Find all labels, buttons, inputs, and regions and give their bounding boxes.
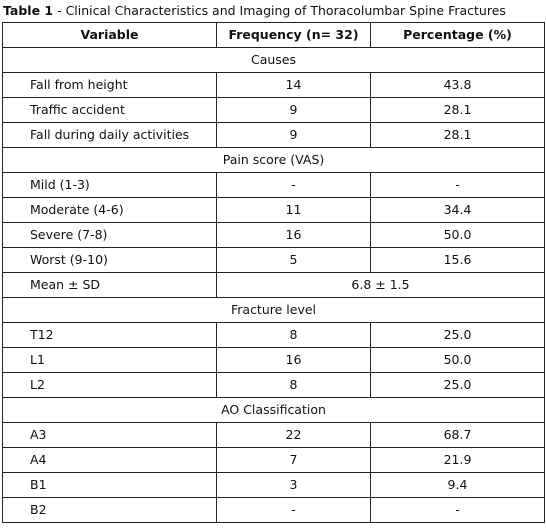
percentage-cell: 21.9 [371, 448, 545, 473]
frequency-cell: 8 [217, 373, 371, 398]
variable-cell: A3 [3, 423, 217, 448]
variable-cell: Moderate (4-6) [3, 198, 217, 223]
table-row [3, 173, 545, 198]
percentage-cell: 43.8 [371, 73, 545, 98]
variable-cell: Traffic accident [3, 98, 217, 123]
percentage-cell: 34.4 [371, 198, 545, 223]
frequency-cell: 14 [217, 73, 371, 98]
frequency-cell: 9 [217, 98, 371, 123]
characteristics-table [2, 22, 545, 523]
variable-cell: Fall from height [3, 73, 217, 98]
percentage-cell: 25.0 [371, 373, 545, 398]
table-caption-label: Table 1 [3, 3, 54, 18]
variable-cell: A4 [3, 448, 217, 473]
frequency-cell: 16 [217, 348, 371, 373]
percentage-cell: 28.1 [371, 98, 545, 123]
percentage-cell: 50.0 [371, 223, 545, 248]
section-title: Fracture level [3, 298, 545, 323]
table-row [3, 73, 545, 98]
frequency-cell: 7 [217, 448, 371, 473]
variable-cell: T12 [3, 323, 217, 348]
section-header-row [3, 148, 545, 173]
variable-cell: B1 [3, 473, 217, 498]
table-row [3, 473, 545, 498]
frequency-cell: 11 [217, 198, 371, 223]
table-row [3, 123, 545, 148]
table-row [3, 248, 545, 273]
frequency-cell: 9 [217, 123, 371, 148]
percentage-cell: 28.1 [371, 123, 545, 148]
variable-cell: L2 [3, 373, 217, 398]
section-title: AO Classification [3, 398, 545, 423]
percentage-cell: 9.4 [371, 473, 545, 498]
merged-value-cell: 6.8 ± 1.5 [217, 273, 545, 298]
header-frequency: Frequency (n= 32) [217, 23, 371, 48]
table-caption [3, 1, 546, 23]
table-row [3, 498, 545, 523]
variable-cell: Fall during daily activities [3, 123, 217, 148]
header-percentage: Percentage (%) [371, 23, 545, 48]
frequency-cell: 16 [217, 223, 371, 248]
frequency-cell: 8 [217, 323, 371, 348]
table-row [3, 448, 545, 473]
table-body [3, 48, 545, 523]
percentage-cell: 15.6 [371, 248, 545, 273]
variable-cell: L1 [3, 348, 217, 373]
percentage-cell: 25.0 [371, 323, 545, 348]
percentage-cell: - [371, 173, 545, 198]
variable-cell: Severe (7-8) [3, 223, 217, 248]
table-caption-text: - Clinical Characteristics and Imaging of Thoracolumbar Spine Fractures [53, 3, 506, 18]
header-variable: Variable [3, 23, 217, 48]
section-header-row [3, 298, 545, 323]
frequency-cell: - [217, 173, 371, 198]
table-row [3, 373, 545, 398]
variable-cell: Mild (1-3) [3, 173, 217, 198]
table-row [3, 98, 545, 123]
section-title: Pain score (VAS) [3, 148, 545, 173]
table-header [3, 23, 545, 48]
percentage-cell: 50.0 [371, 348, 545, 373]
table-row [3, 423, 545, 448]
variable-cell: Worst (9-10) [3, 248, 217, 273]
percentage-cell: 68.7 [371, 423, 545, 448]
header-row [3, 23, 545, 48]
frequency-cell: 3 [217, 473, 371, 498]
variable-cell: B2 [3, 498, 217, 523]
table-row [3, 223, 545, 248]
section-header-row [3, 398, 545, 423]
table-row [3, 348, 545, 373]
table-row [3, 273, 545, 298]
frequency-cell: - [217, 498, 371, 523]
characteristics-table-container [2, 22, 544, 527]
variable-cell: Mean ± SD [3, 273, 217, 298]
section-title: Causes [3, 48, 545, 73]
table-row [3, 323, 545, 348]
frequency-cell: 22 [217, 423, 371, 448]
frequency-cell: 5 [217, 248, 371, 273]
section-header-row [3, 48, 545, 73]
table-row [3, 198, 545, 223]
percentage-cell: - [371, 498, 545, 523]
